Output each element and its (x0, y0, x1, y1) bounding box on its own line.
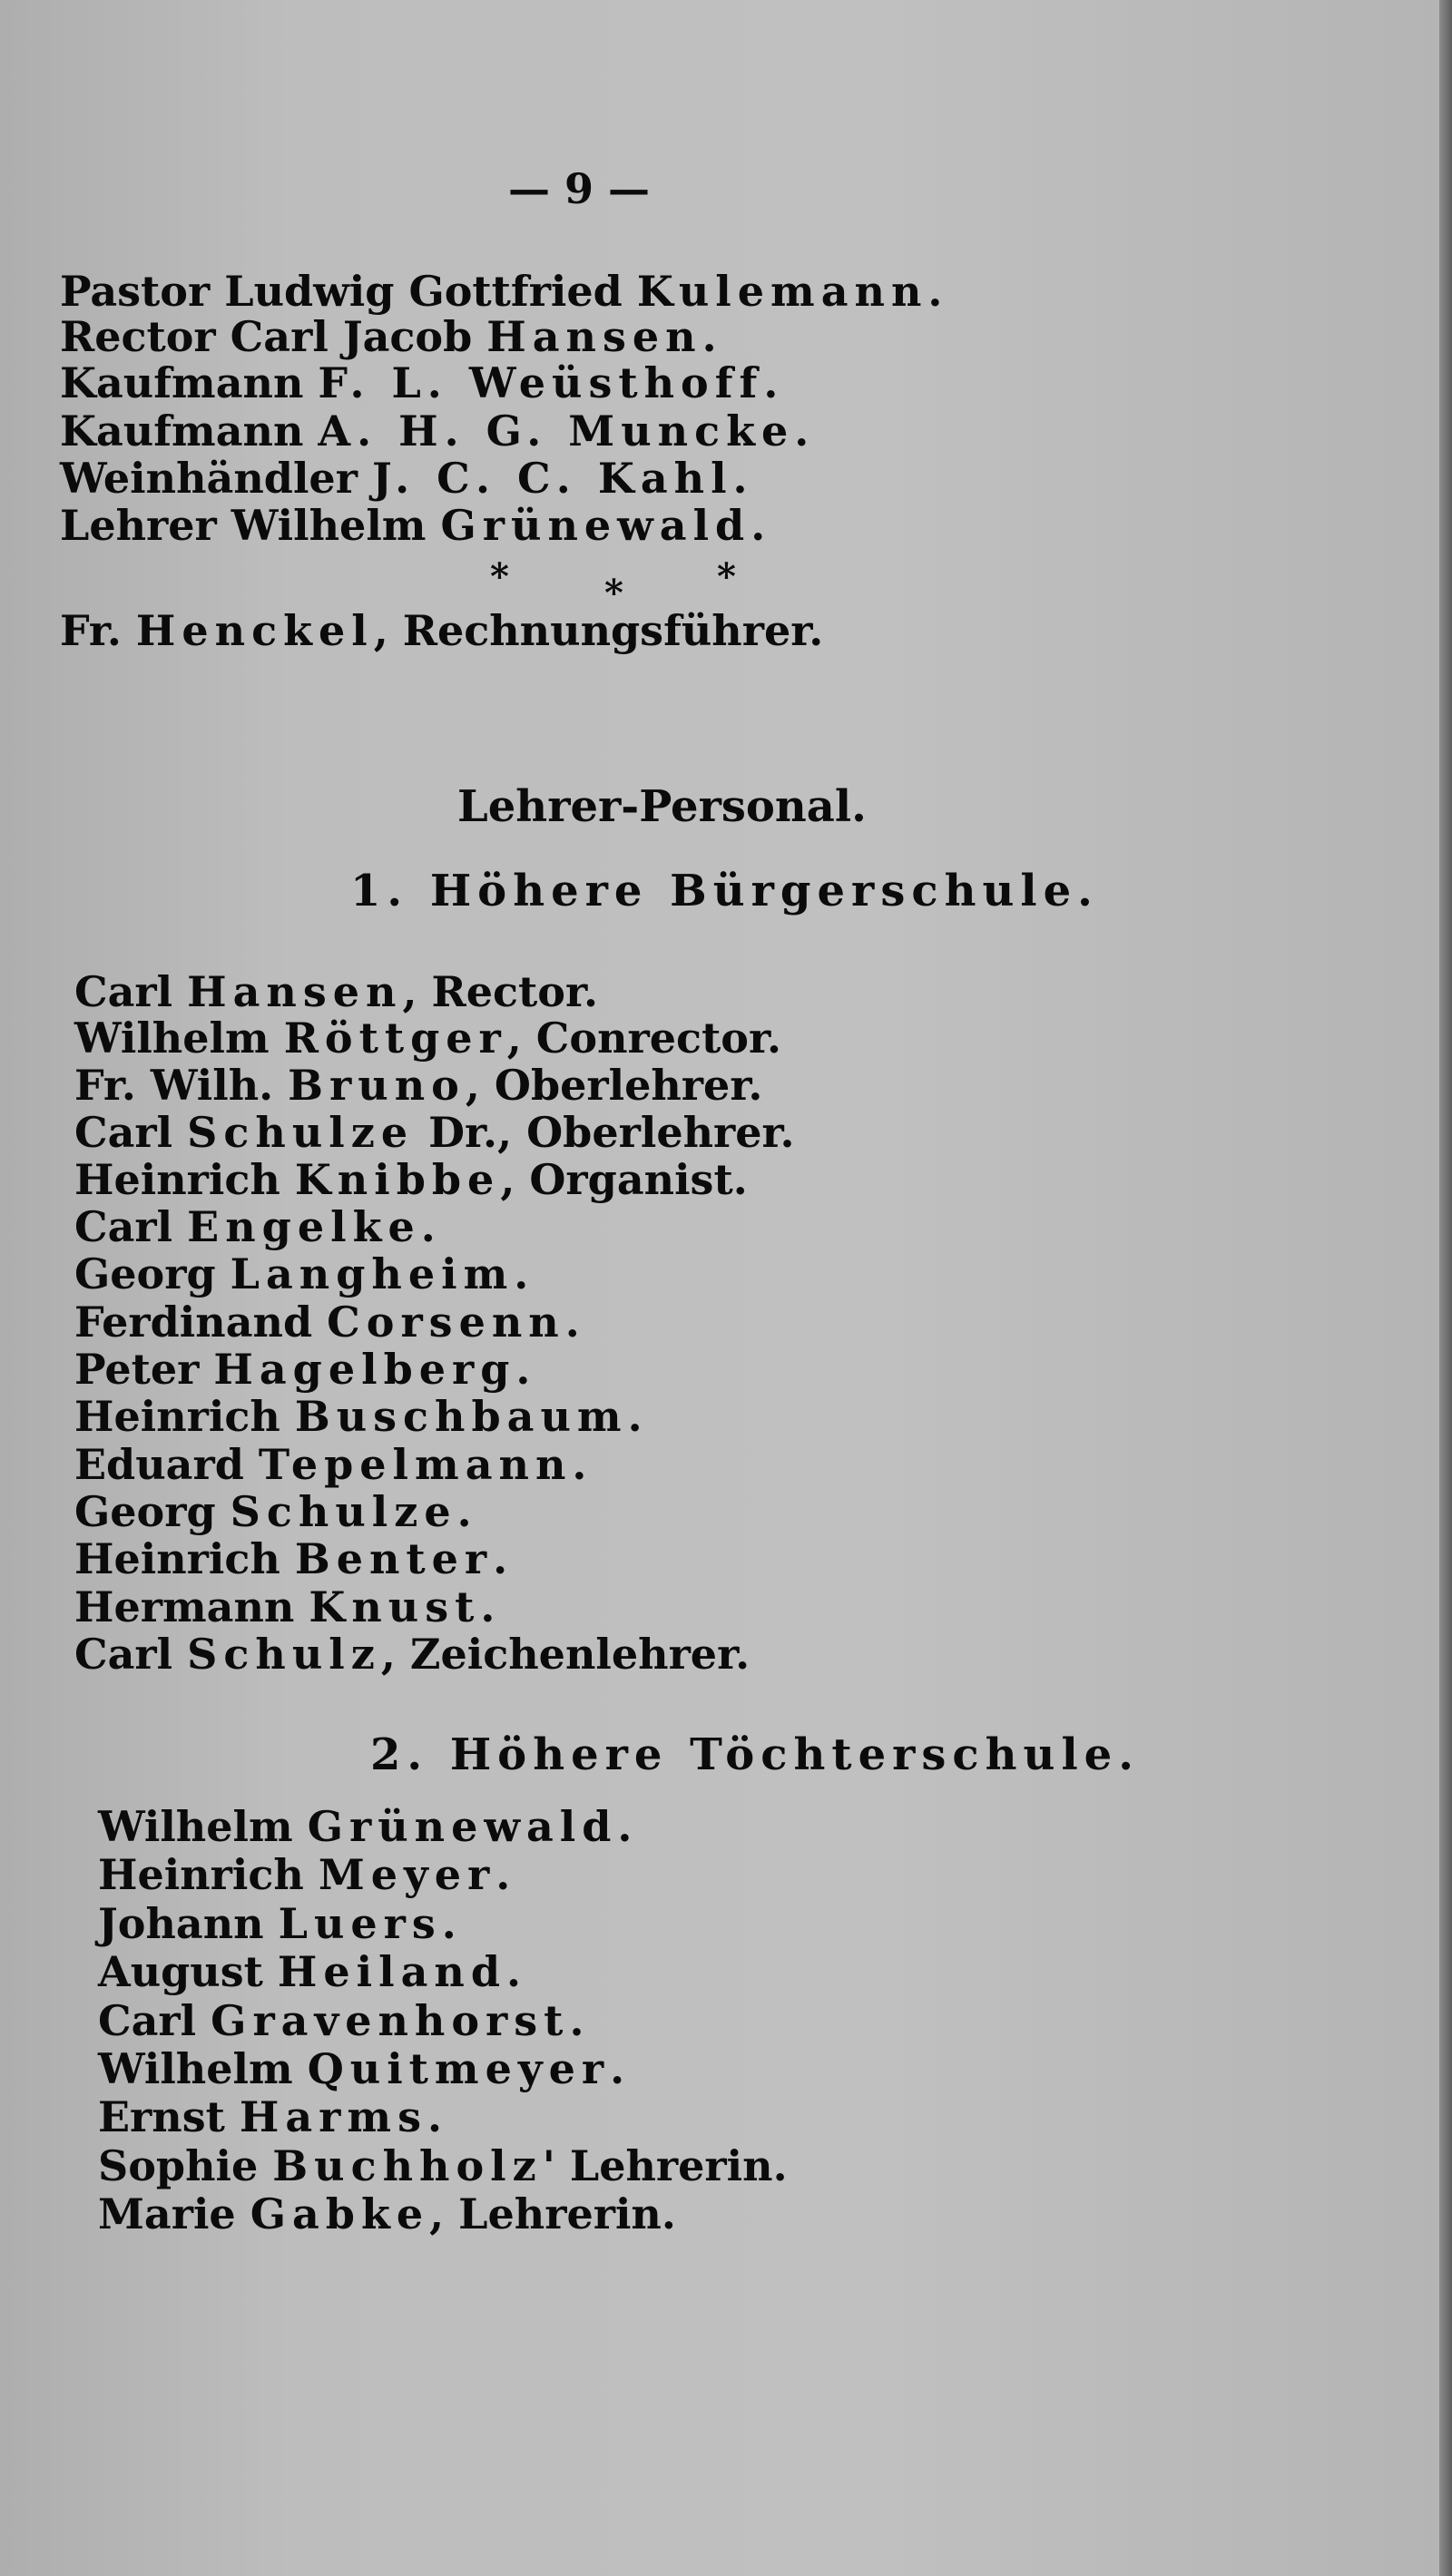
staff-member: Wilhelm Quitmeyer. (98, 2044, 625, 2093)
staff-member: Ferdinand Corsenn. (74, 1298, 580, 1347)
board-member: Kaufmann A. H. G. Muncke. (60, 406, 809, 455)
staff-member: Carl Engelke. (74, 1202, 436, 1251)
section-title: 2. Höhere Töchterschule. (370, 1729, 1140, 1780)
staff-member: Heinrich Knibbe, Organist. (74, 1155, 748, 1204)
separator-asterisk: * (717, 555, 736, 598)
staff-member: Hermann Knust. (74, 1582, 495, 1631)
staff-member: Fr. Wilh. Bruno, Oberlehrer. (74, 1061, 763, 1110)
staff-member: Ernst Harms. (98, 2092, 442, 2141)
staff-heading: Lehrer-Personal. (457, 781, 867, 832)
staff-member: Georg Langheim. (74, 1249, 529, 1298)
staff-member: Wilhelm Röttger, Conrector. (74, 1014, 781, 1063)
separator-asterisk: * (490, 555, 509, 598)
staff-member: Carl Schulze Dr., Oberlehrer. (74, 1108, 795, 1157)
staff-member: Heinrich Benter. (74, 1534, 508, 1583)
staff-member: Heinrich Buschbaum. (74, 1392, 643, 1441)
board-member: Lehrer Wilhelm Grünewald. (60, 501, 766, 550)
staff-member: Georg Schulze. (74, 1487, 472, 1536)
staff-member: Johann Luers. (98, 1899, 456, 1948)
board-member: Kaufmann F. L. Weüsthoff. (60, 358, 779, 407)
board-member: Rector Carl Jacob Hansen. (60, 312, 717, 361)
staff-member: Marie Gabke, Lehrerin. (98, 2189, 676, 2238)
board-member: Weinhändler J. C. C. Kahl. (60, 454, 748, 503)
page-number: — 9 — (508, 164, 651, 213)
staff-member: Peter Hagelberg. (74, 1345, 531, 1394)
staff-member: Carl Gravenhorst. (98, 1996, 584, 2045)
section-title: 1. Höhere Bürgerschule. (350, 866, 1099, 916)
staff-member: Wilhelm Grünewald. (98, 1802, 633, 1851)
page-edge (1439, 0, 1452, 2576)
staff-member: Carl Hansen, Rector. (74, 967, 598, 1016)
staff-member: August Heiland. (98, 1947, 522, 1996)
staff-member: Sophie Buchholz' Lehrerin. (98, 2141, 788, 2190)
treasurer: Fr. Henckel, Rechnungsführer. (60, 606, 824, 655)
staff-member: Carl Schulz, Zeichenlehrer. (74, 1630, 751, 1679)
staff-member: Eduard Tepelmann. (74, 1440, 587, 1489)
separator-asterisk: * (604, 572, 623, 614)
staff-member: Heinrich Meyer. (98, 1850, 511, 1899)
board-member: Pastor Ludwig Gottfried Kulemann. (60, 267, 943, 316)
